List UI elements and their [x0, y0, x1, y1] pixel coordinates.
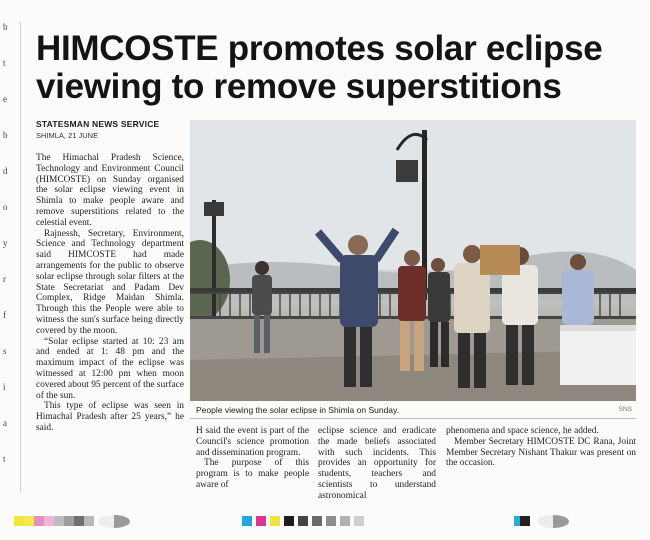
color-swatch [64, 516, 74, 526]
edge-char: t [3, 454, 6, 464]
headline-line-1: HIMCOSTE promotes solar eclipse [36, 29, 603, 68]
caption-rule [190, 418, 636, 419]
headline-line-2: viewing to remove superstitions [36, 67, 562, 106]
color-swatch [34, 516, 44, 526]
paragraph: H said the event is part of the Council's science promotion and dissemination program. [196, 426, 309, 458]
edge-char: f [3, 310, 6, 320]
column-divider [20, 22, 21, 492]
paragraph: phenomena and space science, he added. [446, 426, 599, 436]
edge-char: e [3, 94, 7, 104]
photo-illustration [190, 120, 636, 401]
color-swatch [44, 516, 54, 526]
adjacent-column-edge [3, 20, 17, 500]
paragraph: The purpose of this program is to make people aware of [196, 458, 309, 490]
paragraph: eclipse science and eradicate the made beliefs associated with such incidents. This provides an opportunity for students, teachers and scientists to understand astronomical [318, 426, 436, 501]
edge-char: a [3, 418, 7, 428]
color-swatch [520, 516, 530, 526]
article-column-3 [318, 426, 436, 502]
edge-char: r [3, 274, 6, 284]
article-column-2 [196, 426, 309, 491]
color-swatch [54, 516, 64, 526]
registration-mark [537, 515, 569, 528]
paragraph: Rajnessh, Secretary, Environment, Science and Technology department said HIMCOSTE had made arrangements for the public to observe solar eclipse through solar filters at the State Secretariat and Padam Dev Complex, Ridge Maidan Shimla. Through this the People were able to witness the sun's surface being directly covered by the moon. [36, 228, 184, 336]
edge-char: t [3, 58, 6, 68]
photo-credit: SNS [618, 406, 632, 413]
color-swatch [326, 516, 336, 526]
color-swatch [24, 516, 34, 526]
color-swatch [14, 516, 24, 526]
paragraph: The Himachal Pradesh Science, Technology and Environment Council (HIMCOSTE) on Sunday organised the solar eclipse viewing event in Shimla to make people aware and remove superstitions related to the celestial event. [36, 153, 184, 228]
article-column-1 [36, 153, 184, 434]
color-swatch [312, 516, 322, 526]
photo-caption [190, 402, 636, 418]
color-swatch [256, 516, 266, 526]
color-swatch [270, 516, 280, 526]
paragraph: This type of eclipse was seen in Himachal Pradesh after 25 years,” he said. [36, 401, 184, 433]
edge-char: s [3, 346, 7, 356]
color-swatch [242, 516, 252, 526]
article-column-4 [446, 426, 636, 469]
edge-char: i [3, 382, 6, 392]
paragraph: “Solar eclipse started at 10: 23 am and ended at 1: 48 pm and the maximum impact of the eclipse was witnessed at 12:00 pm when moon covered about 95 percent of the surface of the sun. [36, 336, 184, 401]
caption-text: People viewing the solar eclipse in Shimla on Sunday. [196, 405, 400, 415]
registration-mark [98, 515, 130, 528]
headline [36, 30, 636, 106]
color-swatch [340, 516, 350, 526]
color-swatch [354, 516, 364, 526]
edge-char: b [3, 22, 8, 32]
color-registration-bar [0, 512, 650, 530]
edge-char: y [3, 238, 8, 248]
edge-char: d [3, 166, 8, 176]
paragraph: Member Secretary HIMCOSTE DC Rana, Joint Member Secretary Nishant Thakur was present on the occasion. [446, 436, 636, 469]
color-swatch [84, 516, 94, 526]
edge-char: o [3, 202, 8, 212]
news-photo [190, 120, 636, 401]
color-swatch [74, 516, 84, 526]
edge-char: b [3, 130, 8, 140]
color-swatch [298, 516, 308, 526]
color-swatch [284, 516, 294, 526]
dateline: SHIMLA, 21 JUNE [36, 131, 99, 140]
byline: STATESMAN NEWS SERVICE [36, 119, 160, 129]
